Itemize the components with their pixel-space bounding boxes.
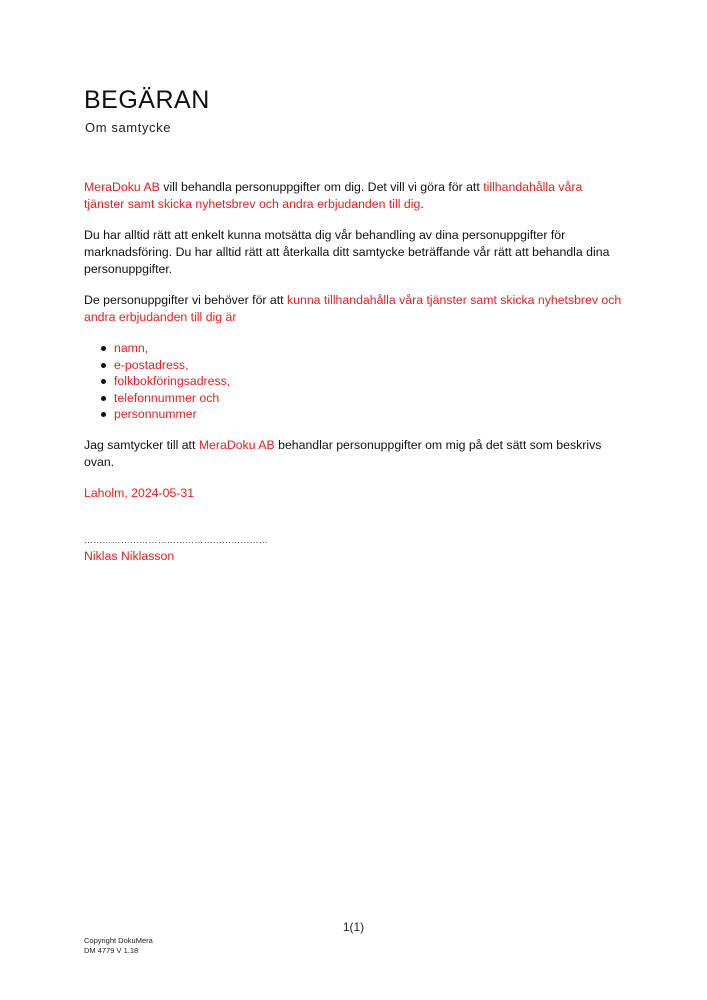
intro-paragraph [84,179,624,213]
list-item-text: telefonnummer och [114,390,220,405]
footer-copyright: Copyright DokuMera [84,936,153,945]
signatory-name: Niklas Niklasson [84,548,175,563]
data-needed-text: De personuppgifter vi behöver för att [84,293,288,307]
company-name: MeraDoku AB [84,180,160,194]
signature-line: …………………………………………………… [84,534,268,545]
consent-paragraph [84,437,624,471]
intro-text: vill behandla personuppgifter om dig. Det vill vi göra för att [159,180,484,194]
bullet-icon [101,346,106,351]
footer-doc-id: DM 4779 V 1.18 [84,946,139,955]
document-title: BEGÄRAN [84,86,210,114]
footer [84,936,153,956]
bullet-icon [101,396,106,401]
data-needed-purpose: kunna tillhandahålla våra tjänster samt skicka nyhetsbrev och andra erbjudanden till dig är [84,293,622,324]
list-item-text: namn, [114,341,149,355]
list-item [84,340,624,357]
page-number: 1(1) [342,920,365,934]
list-item [84,357,624,374]
bullet-icon [101,412,106,417]
list-item [84,406,624,423]
list-item-text: folkbokföringsadress, [114,374,231,388]
data-needed-paragraph [84,292,624,326]
list-item [84,373,624,390]
place-date: Laholm, 2024-05-31 [84,485,195,500]
list-item-text: personnummer [114,407,197,421]
consent-text: Jag samtycker till att [84,437,199,452]
purpose-text: tillhandahålla våra tjänster samt skicka nyhetsbrev och andra erbjudanden till dig [84,180,583,211]
document-subtitle: Om samtycke [85,120,172,135]
list-item-text: e-postadress, [114,357,189,372]
document-body [84,179,624,565]
bullet-icon [101,363,106,368]
bullet-icon [101,379,106,384]
list-item [84,390,624,407]
consent-text-end: behandlar personuppgifter om mig på det sätt som beskrivs ovan. [84,437,602,469]
intro-end: . [420,197,424,211]
consent-company-name: MeraDoku AB [198,437,275,452]
rights-paragraph: Du har alltid rätt att enkelt kunna motsätta dig vår behandling av dina personuppgifter för marknadsföring. Du har alltid rätt att återkalla ditt samtycke beträffande vår rätt att behandla dina personuppgifter. [84,228,610,276]
personal-data-list [84,340,624,423]
